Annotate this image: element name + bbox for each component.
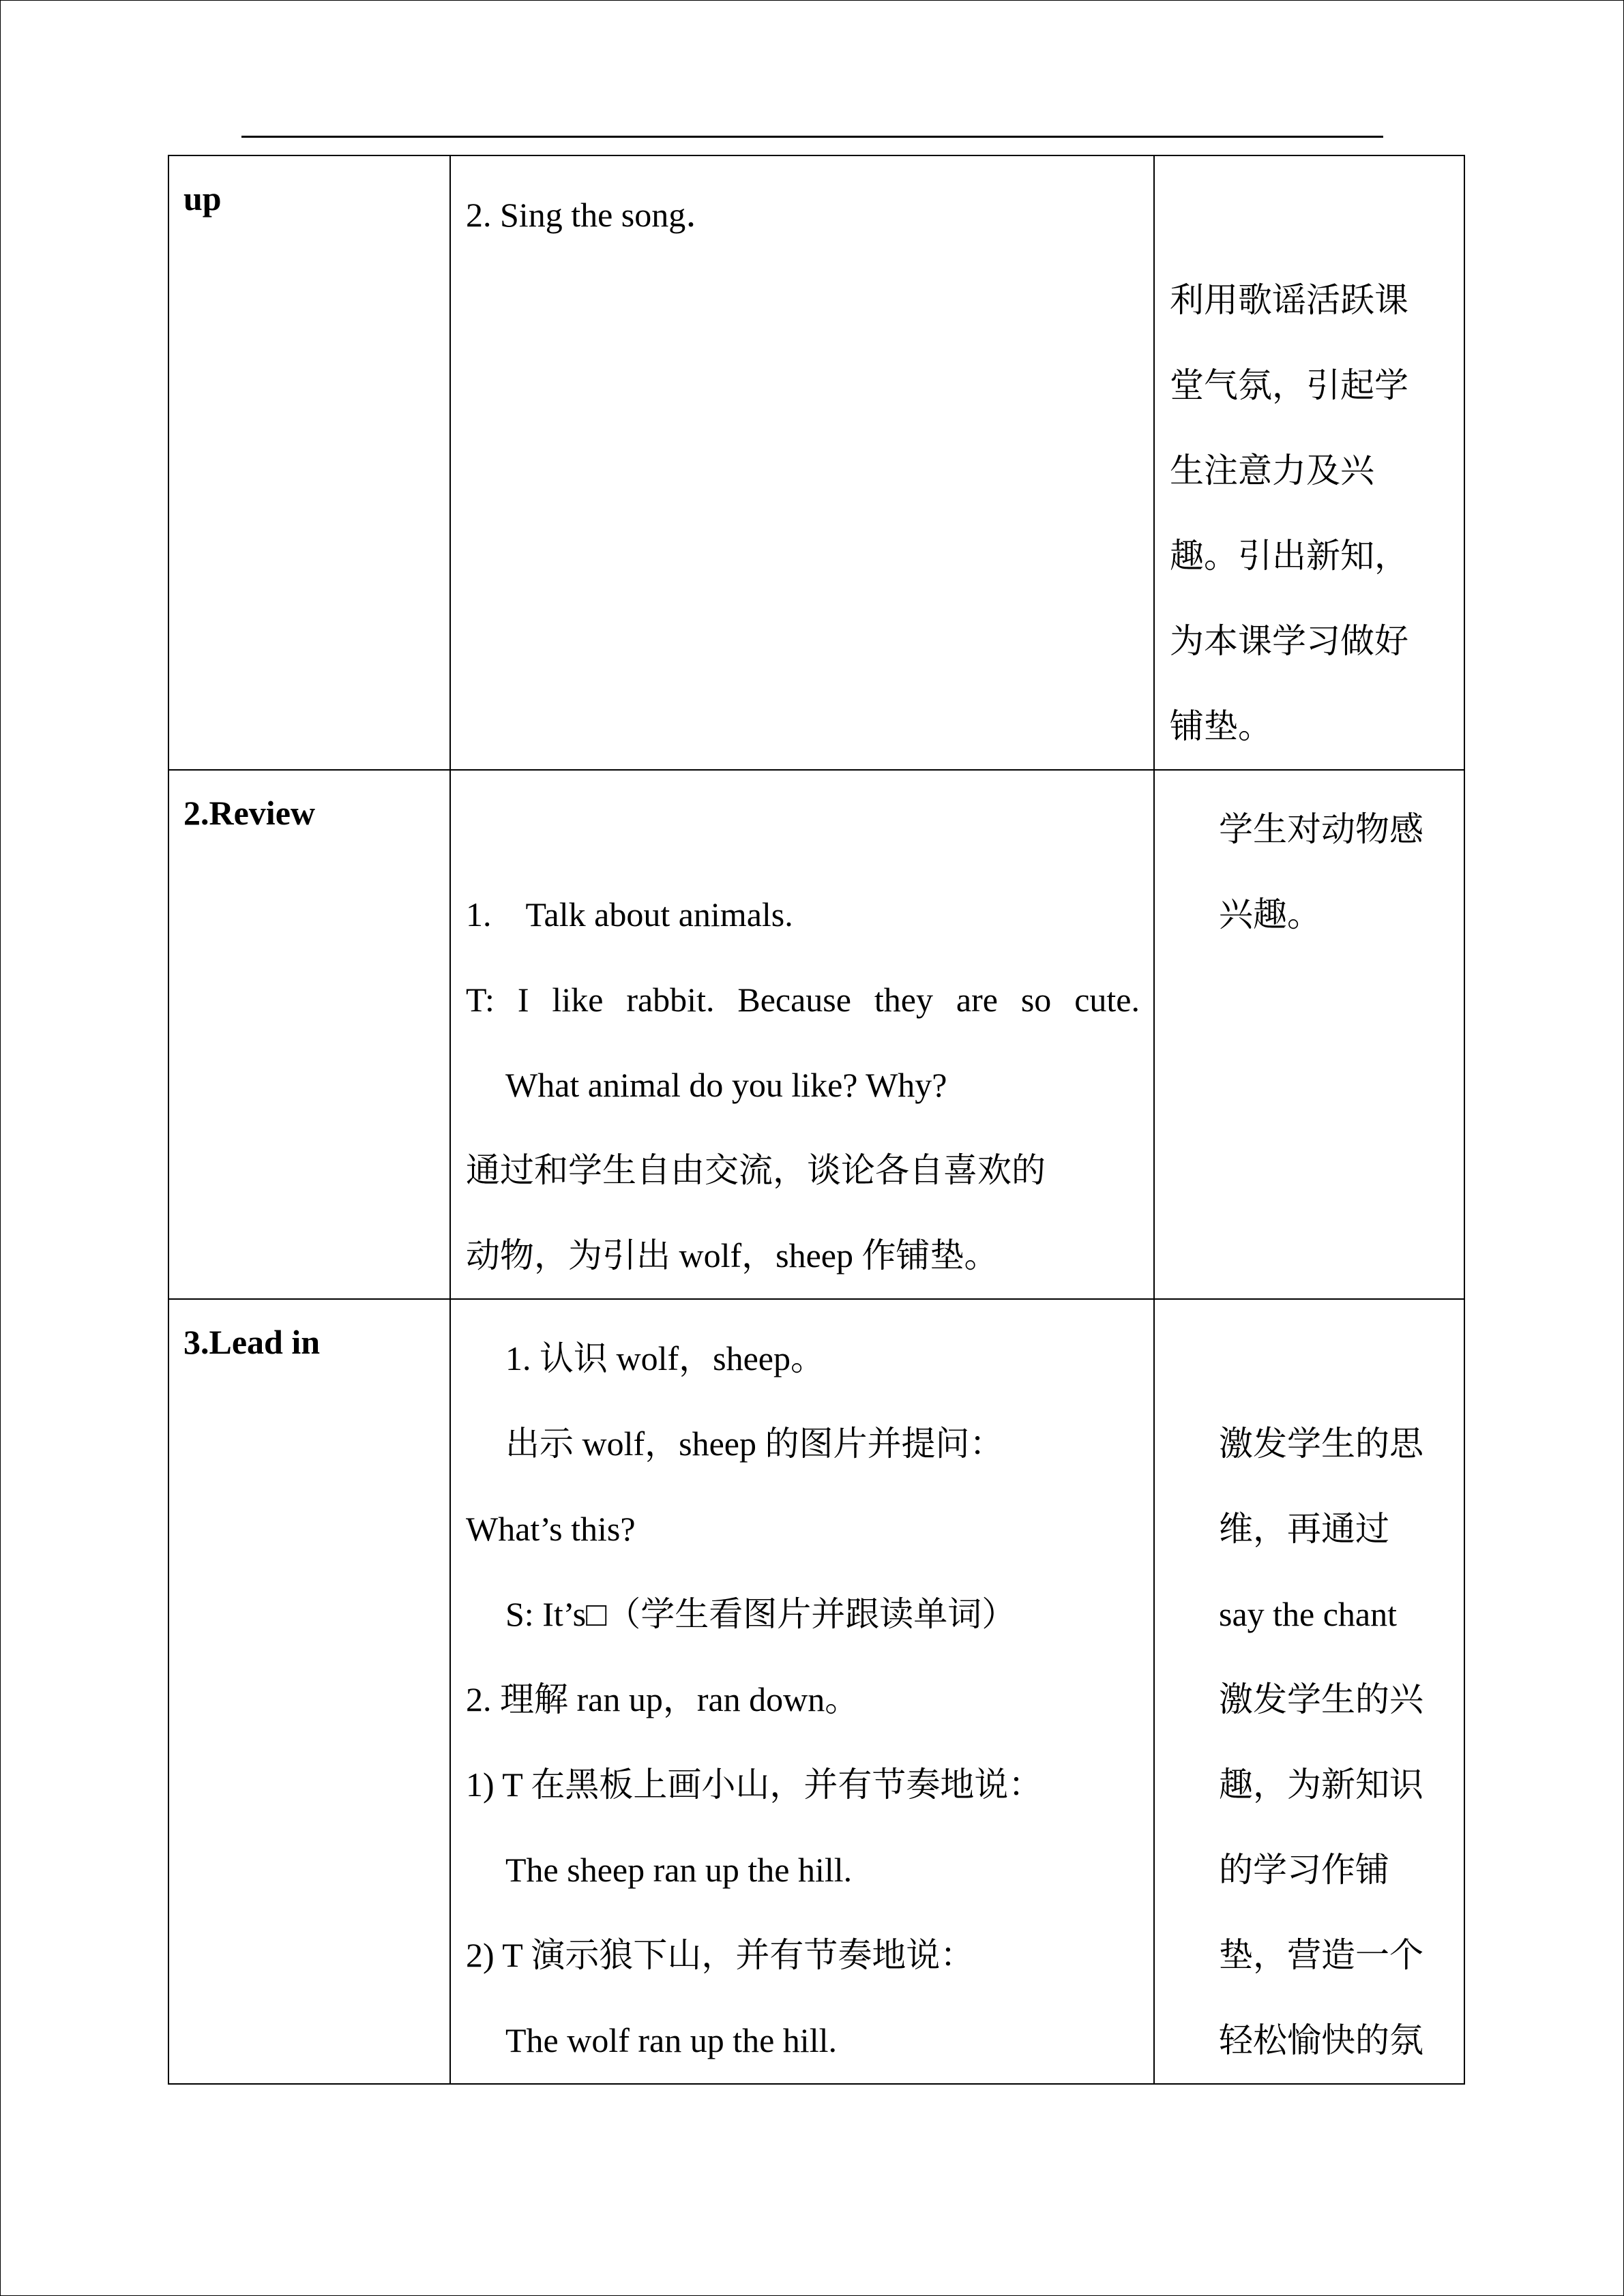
note-line: 趣。引出新知， bbox=[1170, 537, 1408, 575]
note-line: 铺垫。 bbox=[1170, 707, 1272, 745]
steps-cell bbox=[450, 770, 1154, 1299]
steps-cell bbox=[450, 1299, 1154, 2084]
stage-cell bbox=[168, 770, 450, 1299]
stage-label: up bbox=[183, 179, 222, 218]
step-line: 出示 wolf，sheep 的图片并提问： bbox=[505, 1425, 1004, 1463]
table-row bbox=[168, 155, 1464, 770]
note-cell bbox=[1154, 770, 1464, 1299]
step-line: 2) T 演示狼下山，并有节奏地说： bbox=[466, 1936, 975, 1974]
note-line: 为本课学习做好 bbox=[1170, 622, 1408, 660]
steps-cell bbox=[450, 155, 1154, 770]
note-cell bbox=[1154, 1299, 1464, 2084]
step-line: 1. Talk about animals. bbox=[466, 895, 793, 934]
step-line: S: It’s□（学生看图片并跟读单词） bbox=[505, 1595, 1016, 1633]
note-line: 轻松愉快的氛 bbox=[1219, 2021, 1423, 2059]
note-line: 学生对动物感 bbox=[1219, 810, 1423, 848]
note-cell bbox=[1154, 155, 1464, 770]
note-line: 堂气氛，引起学 bbox=[1170, 366, 1408, 404]
lesson-plan-table bbox=[168, 155, 1465, 2085]
step-line: 2. 理解 ran up，ran down。 bbox=[466, 1680, 859, 1718]
note-line: 维，再通过 bbox=[1219, 1510, 1389, 1548]
note-line: 激发学生的兴 bbox=[1219, 1680, 1423, 1718]
step-line: 1. 认识 wolf，sheep。 bbox=[505, 1339, 825, 1377]
step-line: What animal do you like? Why? bbox=[505, 1066, 947, 1104]
note-line: 激发学生的思 bbox=[1219, 1425, 1423, 1463]
stage-cell bbox=[168, 155, 450, 770]
stage-cell bbox=[168, 1299, 450, 2084]
step-line: 2. Sing the song． bbox=[466, 196, 720, 234]
stage-label: 3.Lead in bbox=[183, 1323, 321, 1361]
step-line: The sheep ran up the hill. bbox=[505, 1851, 853, 1889]
note-line: 生注意力及兴 bbox=[1170, 451, 1374, 490]
note-line: 利用歌谣活跃课 bbox=[1170, 281, 1408, 319]
table-row bbox=[168, 770, 1464, 1299]
note-line: 垫，营造一个 bbox=[1219, 1936, 1423, 1974]
step-line: T: I like rabbit. Because they are so cute. bbox=[466, 981, 1140, 1019]
note-line: say the chant bbox=[1219, 1595, 1398, 1633]
step-line: 通过和学生自由交流，谈论各自喜欢的 bbox=[466, 1151, 1046, 1189]
note-line: 兴趣。 bbox=[1219, 895, 1321, 934]
step-line: 动物，为引出 wolf，sheep 作铺垫。 bbox=[466, 1236, 999, 1274]
table-row bbox=[168, 1299, 1464, 2084]
step-line: 1) T 在黑板上画小山，并有节奏地说： bbox=[466, 1765, 1043, 1804]
step-line: The wolf ran up the hill. bbox=[505, 2021, 837, 2059]
note-line: 趣，为新知识 bbox=[1219, 1765, 1423, 1804]
note-line: 的学习作铺 bbox=[1219, 1851, 1389, 1889]
step-line: What’s this? bbox=[466, 1510, 636, 1548]
stage-label: 2.Review bbox=[183, 794, 315, 832]
